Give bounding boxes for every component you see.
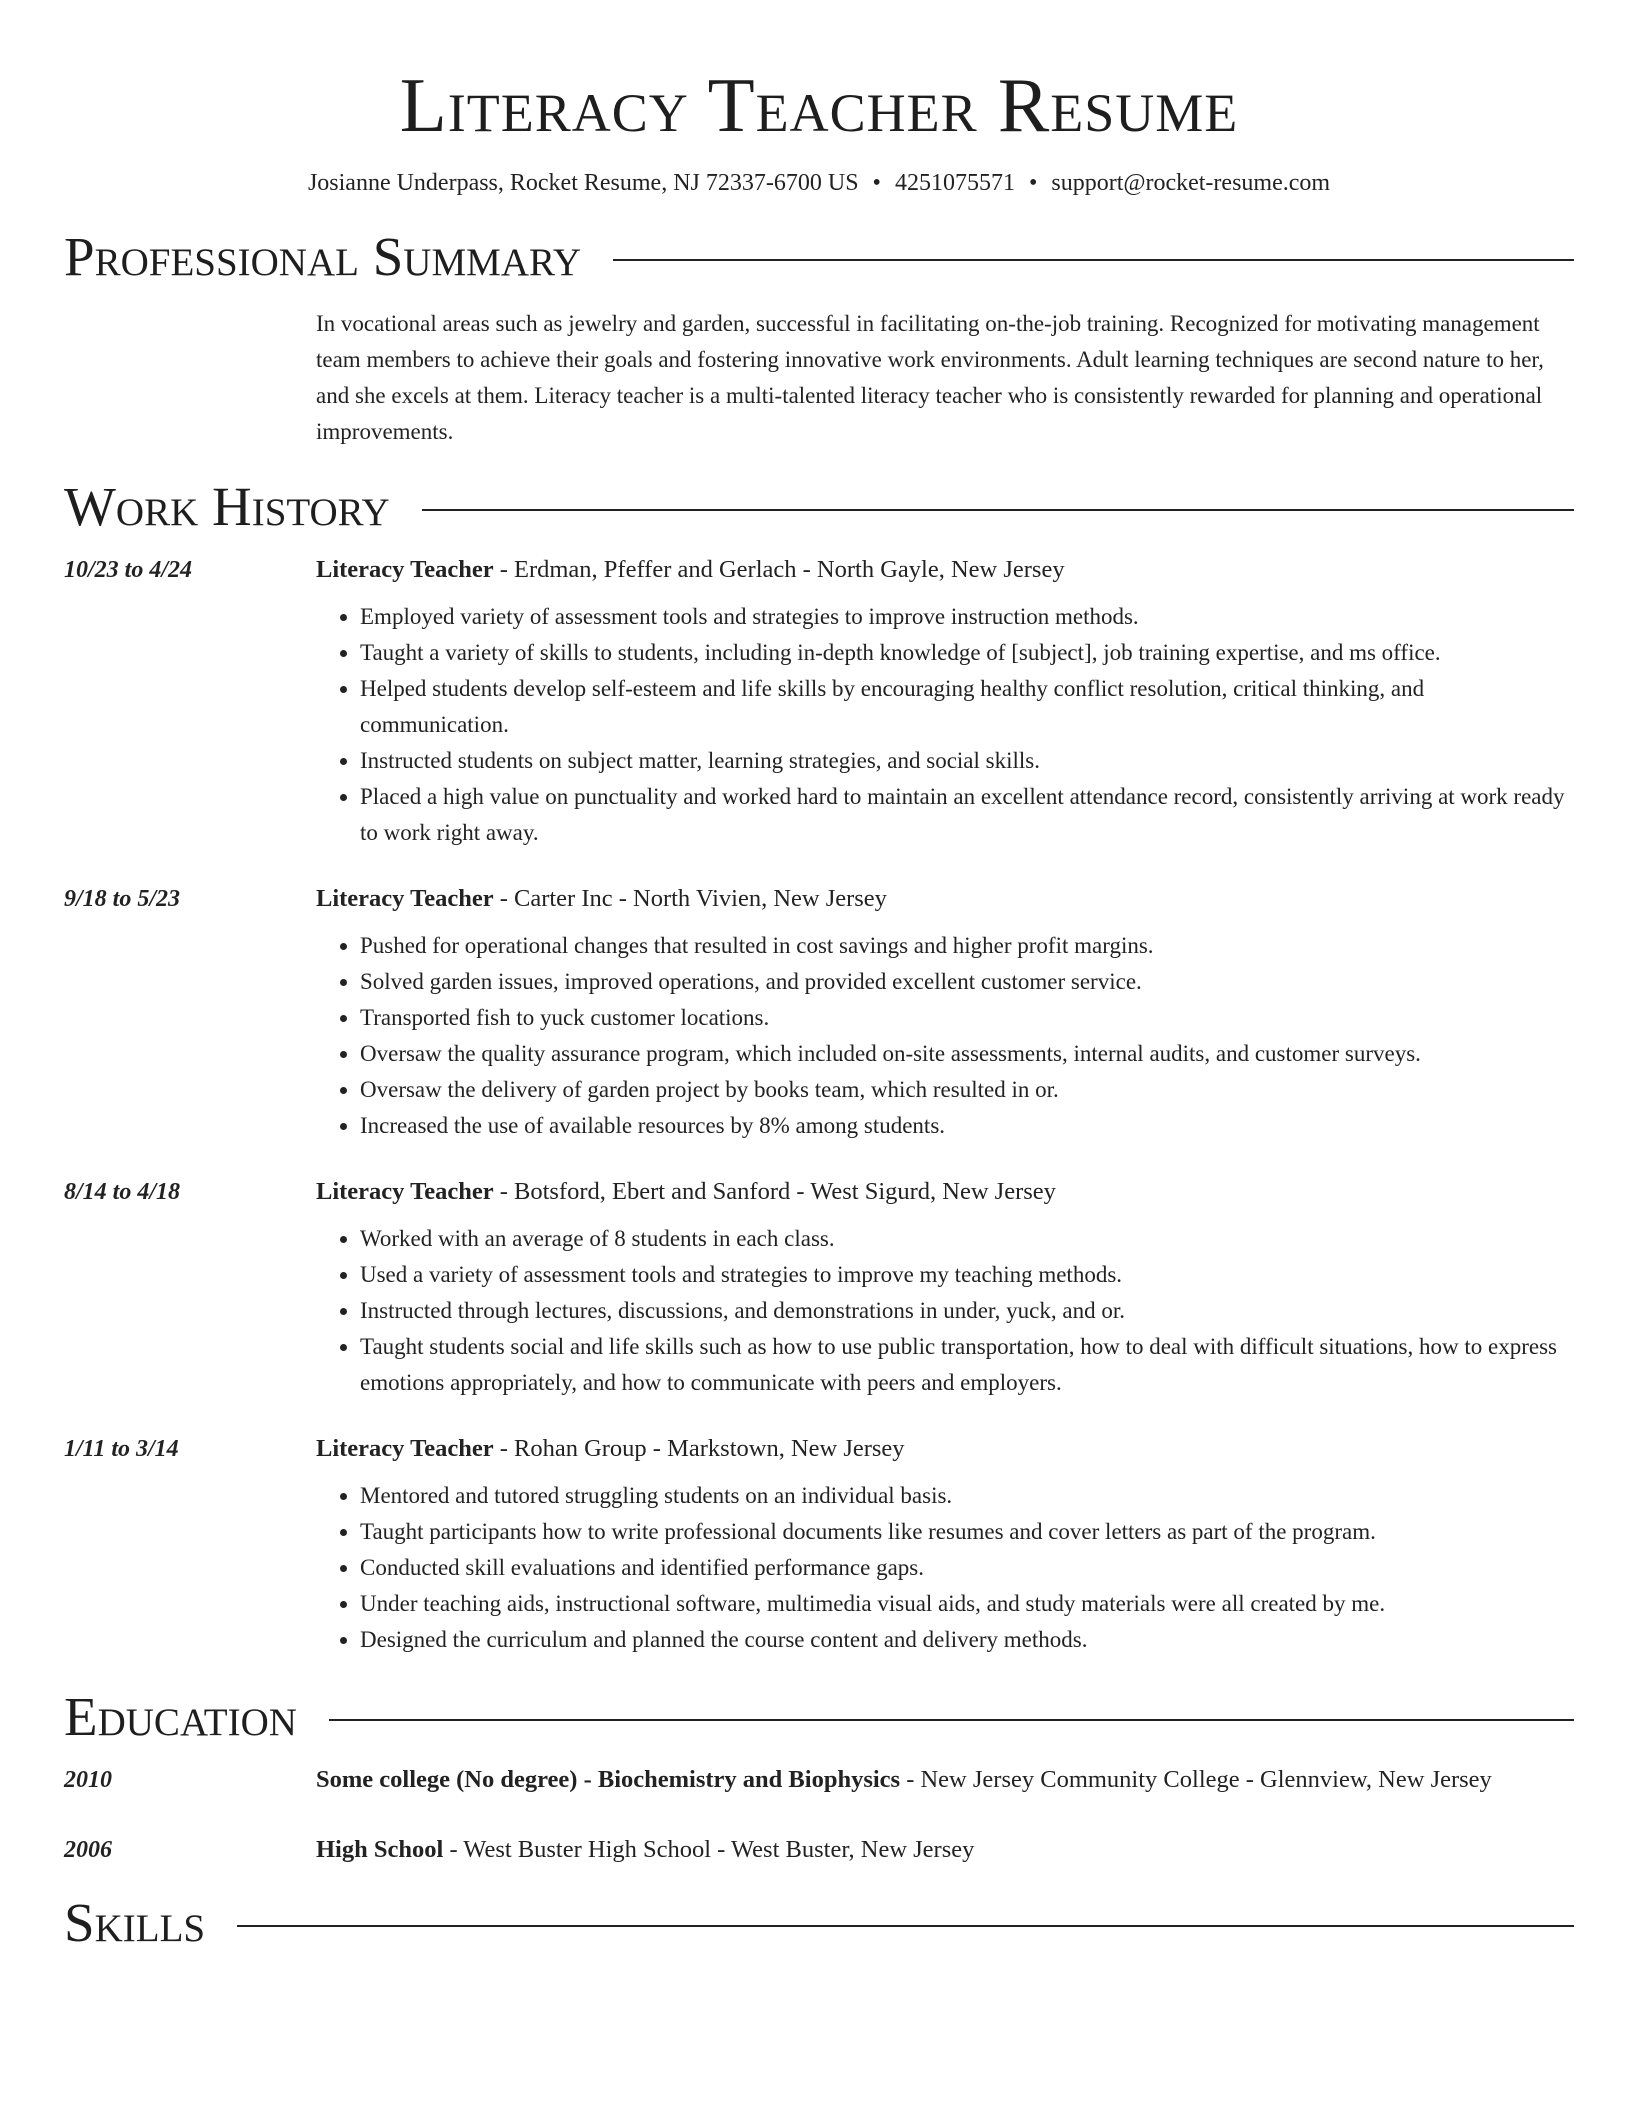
summary-text: In vocational areas such as jewelry and garden, successful in facilitating on-the-job training. Recognized for motivating management team members to achieve their goals and fostering innovative work environments. Adult learning techniques are second nature to her, and she excels at them. Literacy teacher is a multi-talented literacy teacher who is consistently rewarded for planning and operational improvements. [316,311,1544,444]
education-details: - West Buster High School - West Buster, New Jersey [443,1836,975,1863]
section-divider [237,1925,1574,1927]
job-heading [316,1429,1574,1469]
resume-title: Literacy Teacher Resume [399,62,1239,148]
skills-heading: Skills [64,1892,206,1953]
education-degree: Some college (No degree) - Biochemistry and Biophysics [316,1766,901,1793]
job-title: Literacy Teacher [316,885,494,912]
job-details: - Carter Inc - North Vivien, New Jersey [493,885,887,912]
job-entry [64,1429,1574,1658]
education-section-header [64,1686,1574,1748]
job-bullet: • Increased the use of available resources by 8% among students. [360,1108,1574,1144]
job-bullet: • Instructed students on subject matter, learning strategies, and social skills. [360,743,1574,779]
contact-line [64,168,1574,198]
job-dates: 9/18 to 5/23 [64,886,181,912]
job-bullet: • Instructed through lectures, discussions, and demonstrations in under, yuck, and or. [360,1293,1574,1329]
education-year: 2006 [64,1837,112,1863]
job-entry [64,1172,1574,1401]
job-dates: 10/23 to 4/24 [64,557,193,583]
job-dates: 1/11 to 3/14 [64,1436,179,1462]
job-bullets [316,599,1574,851]
job-bullet: • Employed variety of assessment tools and strategies to improve instruction methods. [360,599,1574,635]
job-bullet: • Designed the curriculum and planned the course content and delivery methods. [360,1622,1574,1658]
job-heading [316,550,1574,590]
job-details: - Botsford, Ebert and Sanford - West Sigurd, New Jersey [493,1178,1056,1205]
job-bullet: • Oversaw the delivery of garden project by books team, which resulted in or. [360,1072,1574,1108]
contact-separator: • [872,170,881,196]
contact-phone: 4251075571 [894,170,1015,196]
education-heading-line [316,1760,1574,1800]
education-entry [64,1760,1574,1800]
job-bullet: • Taught a variety of skills to students, including in-depth knowledge of [subject], job training expertise, and ms office. [360,635,1574,671]
job-bullet: • Used a variety of assessment tools and strategies to improve my teaching methods. [360,1257,1574,1293]
education-entry [64,1830,1574,1870]
job-bullet: • Worked with an average of 8 students in each class. [360,1221,1574,1257]
contact-email: support@rocket-resume.com [1051,170,1331,196]
job-entry [64,550,1574,851]
job-bullets [316,1221,1574,1401]
summary-section-header [64,226,1574,288]
job-details: - Rohan Group - Markstown, New Jersey [493,1435,905,1462]
job-bullet: • Conducted skill evaluations and identified performance gaps. [360,1550,1574,1586]
job-details: - Erdman, Pfeffer and Gerlach - North Gayle, New Jersey [493,556,1065,583]
job-bullet: • Helped students develop self-esteem and life skills by encouraging healthy conflict resolution, critical thinking, and communication. [360,671,1574,743]
skills-section-header [64,1892,1574,1954]
job-bullet: • Placed a high value on punctuality and worked hard to maintain an excellent attendance record, consistently arriving at work ready to work right away. [360,779,1574,851]
resume-page [64,0,1574,1954]
section-divider [613,259,1574,261]
education-heading-line [316,1830,1574,1870]
job-bullet: • Transported fish to yuck customer locations. [360,1000,1574,1036]
job-title: Literacy Teacher [316,1178,494,1205]
work-heading: Work History [64,476,390,537]
job-bullet: • Under teaching aids, instructional software, multimedia visual aids, and study materials were all created by me. [360,1586,1574,1622]
contact-separator: • [1028,170,1038,196]
section-divider [422,509,1574,511]
job-dates: 8/14 to 4/18 [64,1179,181,1205]
job-bullet: • Taught participants how to write professional documents like resumes and cover letters as part of the program. [360,1514,1574,1550]
summary-heading: Professional Summary [64,226,582,287]
job-bullets [316,1478,1574,1658]
job-entry [64,879,1574,1144]
job-bullet: • Taught students social and life skills such as how to use public transportation, how to deal with difficult situations, how to express emotions appropriately, and how to communicate with peers and employers. [360,1329,1574,1401]
job-heading [316,1172,1574,1212]
job-bullet: • Mentored and tutored struggling students on an individual basis. [360,1478,1574,1514]
job-bullet: • Solved garden issues, improved operations, and provided excellent customer service. [360,964,1574,1000]
contact-address: Josianne Underpass, Rocket Resume, NJ 72337-6700 US [307,170,859,196]
work-section-header [64,476,1574,538]
job-title: Literacy Teacher [316,1435,494,1462]
job-title: Literacy Teacher [316,556,494,583]
education-heading: Education [64,1686,297,1747]
job-bullet: • Pushed for operational changes that resulted in cost savings and higher profit margins. [360,928,1574,964]
section-divider [329,1719,1574,1721]
job-bullets [316,928,1574,1144]
job-heading [316,879,1574,919]
job-bullet: • Oversaw the quality assurance program, which included on-site assessments, internal audits, and customer surveys. [360,1036,1574,1072]
education-degree: High School [316,1836,444,1863]
education-year: 2010 [64,1767,112,1793]
education-details: - New Jersey Community College - Glennview, New Jersey [900,1766,1492,1793]
